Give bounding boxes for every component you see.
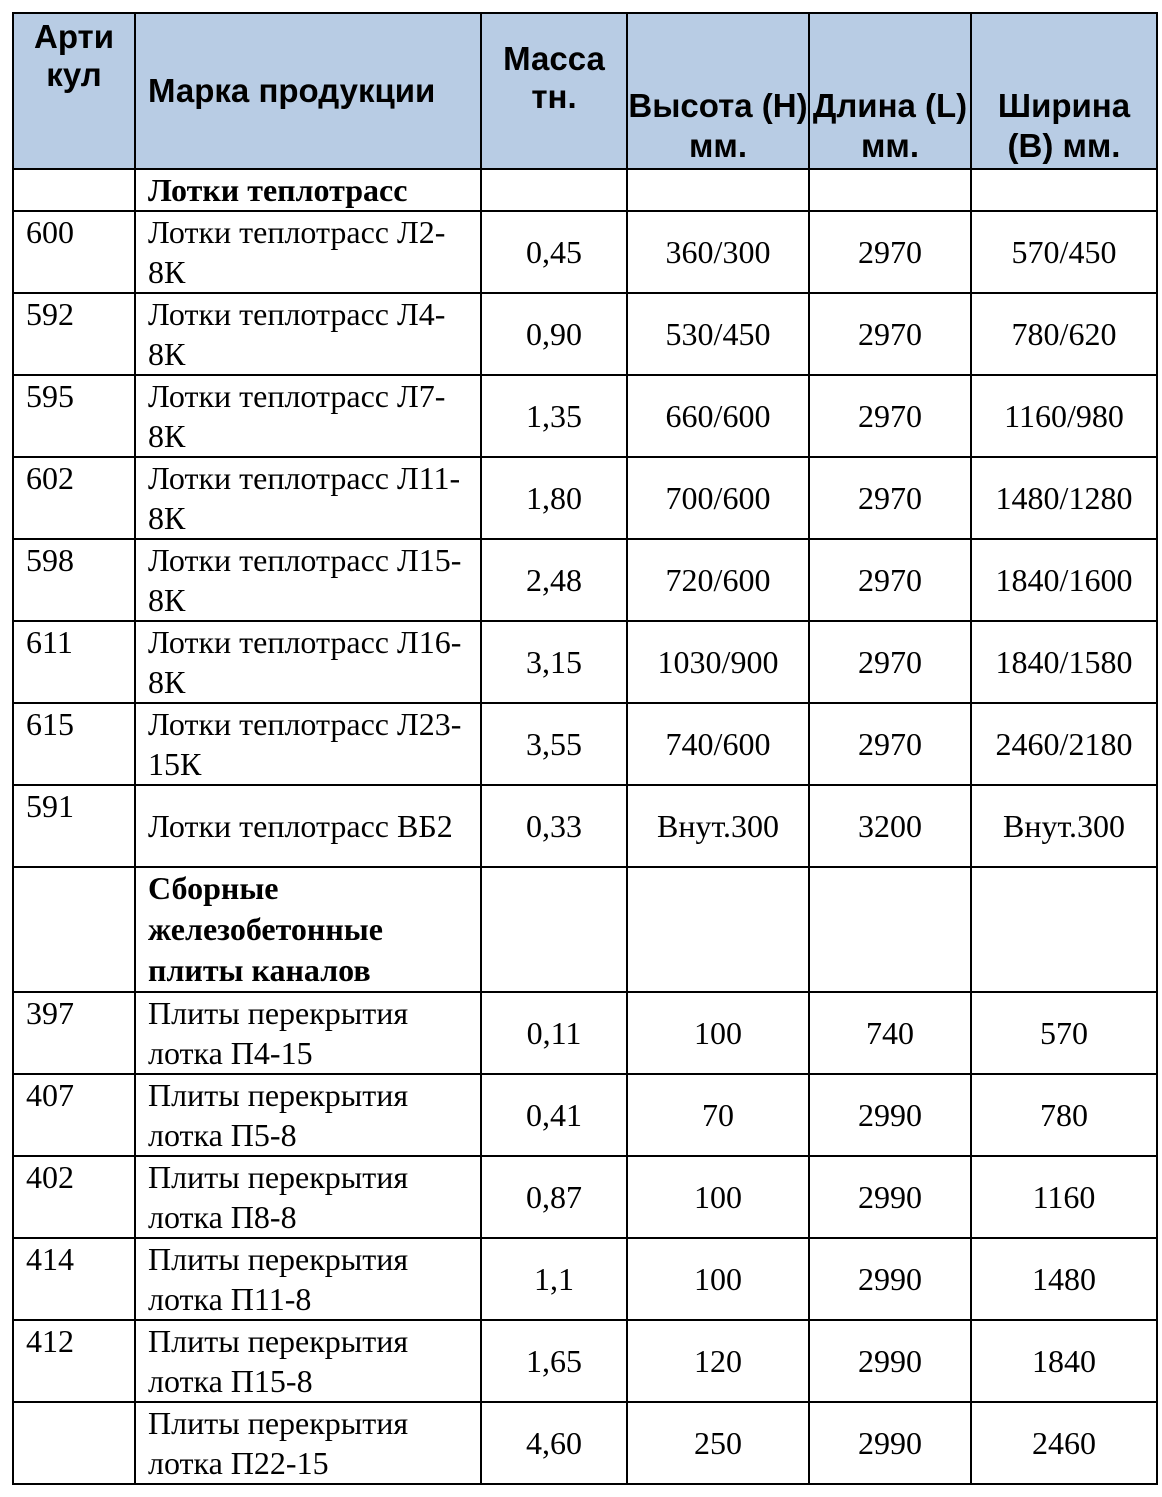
width-cell: 1840/1580 [971,621,1157,703]
empty-cell [481,169,627,211]
article-cell [13,1402,135,1484]
mass-cell: 3,55 [481,703,627,785]
article-cell: 595 [13,375,135,457]
header-article: Арти кул [13,13,135,169]
name-cell: Лотки теплотрасс Л23-15К [135,703,481,785]
table-row [13,785,1157,867]
height-cell: 100 [627,1238,809,1320]
section-title: Сборные железобетонные плиты каналов [135,867,481,992]
table-row [13,293,1157,375]
mass-cell: 0,45 [481,211,627,293]
width-cell: 1480/1280 [971,457,1157,539]
height-cell: Внут.300 [627,785,809,867]
length-cell: 740 [809,992,971,1074]
name-cell: Плиты перекрытия лотка П11-8 [135,1238,481,1320]
table-row [13,1402,1157,1484]
empty-cell [627,169,809,211]
name-cell: Плиты перекрытия лотка П22-15 [135,1402,481,1484]
height-cell: 1030/900 [627,621,809,703]
table-row [13,703,1157,785]
name-cell: Лотки теплотрасс Л7-8К [135,375,481,457]
length-cell: 2970 [809,457,971,539]
length-cell: 2970 [809,211,971,293]
empty-cell [13,867,135,992]
height-cell: 530/450 [627,293,809,375]
article-cell: 591 [13,785,135,867]
article-cell: 402 [13,1156,135,1238]
header-length: Длина (L) мм. [809,13,971,169]
width-cell: 780/620 [971,293,1157,375]
article-cell: 615 [13,703,135,785]
name-cell: Лотки теплотрасс Л11-8К [135,457,481,539]
width-cell: Внут.300 [971,785,1157,867]
table-row [13,457,1157,539]
width-cell: 2460/2180 [971,703,1157,785]
length-cell: 2990 [809,1074,971,1156]
table-row [13,621,1157,703]
empty-cell [481,867,627,992]
name-cell: Лотки теплотрасс Л16-8К [135,621,481,703]
mass-cell: 0,11 [481,992,627,1074]
length-cell: 2970 [809,621,971,703]
height-cell: 720/600 [627,539,809,621]
mass-cell: 2,48 [481,539,627,621]
section-row [13,867,1157,992]
mass-cell: 3,15 [481,621,627,703]
height-cell: 700/600 [627,457,809,539]
length-cell: 2990 [809,1320,971,1402]
empty-cell [809,867,971,992]
height-cell: 70 [627,1074,809,1156]
height-cell: 100 [627,1156,809,1238]
mass-cell: 1,65 [481,1320,627,1402]
width-cell: 570 [971,992,1157,1074]
width-cell: 2460 [971,1402,1157,1484]
width-cell: 1840 [971,1320,1157,1402]
header-width: Ширина (B) мм. [971,13,1157,169]
header-row [13,13,1157,169]
name-cell: Плиты перекрытия лотка П8-8 [135,1156,481,1238]
header-brand: Марка продукции [135,13,481,169]
table-body [13,169,1157,1484]
length-cell: 2990 [809,1156,971,1238]
empty-cell [13,169,135,211]
product-table [12,12,1158,1485]
name-cell: Плиты перекрытия лотка П4-15 [135,992,481,1074]
width-cell: 570/450 [971,211,1157,293]
mass-cell: 0,33 [481,785,627,867]
mass-cell: 0,41 [481,1074,627,1156]
length-cell: 2970 [809,293,971,375]
height-cell: 740/600 [627,703,809,785]
name-cell: Лотки теплотрасс Л2-8К [135,211,481,293]
width-cell: 1480 [971,1238,1157,1320]
section-row [13,169,1157,211]
name-cell: Лотки теплотрасс Л15-8К [135,539,481,621]
width-cell: 1160 [971,1156,1157,1238]
empty-cell [971,867,1157,992]
mass-cell: 0,90 [481,293,627,375]
width-cell: 1160/980 [971,375,1157,457]
name-cell: Лотки теплотрасс Л4-8К [135,293,481,375]
mass-cell: 1,80 [481,457,627,539]
length-cell: 2970 [809,703,971,785]
table-row [13,539,1157,621]
table-row [13,1156,1157,1238]
article-cell: 592 [13,293,135,375]
article-cell: 598 [13,539,135,621]
length-cell: 2970 [809,375,971,457]
length-cell: 3200 [809,785,971,867]
length-cell: 2990 [809,1402,971,1484]
name-cell: Плиты перекрытия лотка П5-8 [135,1074,481,1156]
name-cell: Лотки теплотрасс ВБ2 [135,785,481,867]
table-row [13,1320,1157,1402]
article-cell: 414 [13,1238,135,1320]
article-cell: 602 [13,457,135,539]
table-row [13,375,1157,457]
header-height: Высота (H) мм. [627,13,809,169]
length-cell: 2970 [809,539,971,621]
height-cell: 660/600 [627,375,809,457]
header-mass: Масса тн. [481,13,627,169]
height-cell: 360/300 [627,211,809,293]
height-cell: 120 [627,1320,809,1402]
table-row [13,1074,1157,1156]
length-cell: 2990 [809,1238,971,1320]
empty-cell [627,867,809,992]
article-cell: 397 [13,992,135,1074]
width-cell: 780 [971,1074,1157,1156]
height-cell: 250 [627,1402,809,1484]
article-cell: 611 [13,621,135,703]
table-row [13,992,1157,1074]
section-title: Лотки теплотрасс [135,169,481,211]
table-row [13,1238,1157,1320]
article-cell: 600 [13,211,135,293]
article-cell: 412 [13,1320,135,1402]
mass-cell: 0,87 [481,1156,627,1238]
article-cell: 407 [13,1074,135,1156]
empty-cell [809,169,971,211]
width-cell: 1840/1600 [971,539,1157,621]
table-row [13,211,1157,293]
height-cell: 100 [627,992,809,1074]
empty-cell [971,169,1157,211]
mass-cell: 1,1 [481,1238,627,1320]
mass-cell: 1,35 [481,375,627,457]
mass-cell: 4,60 [481,1402,627,1484]
name-cell: Плиты перекрытия лотка П15-8 [135,1320,481,1402]
